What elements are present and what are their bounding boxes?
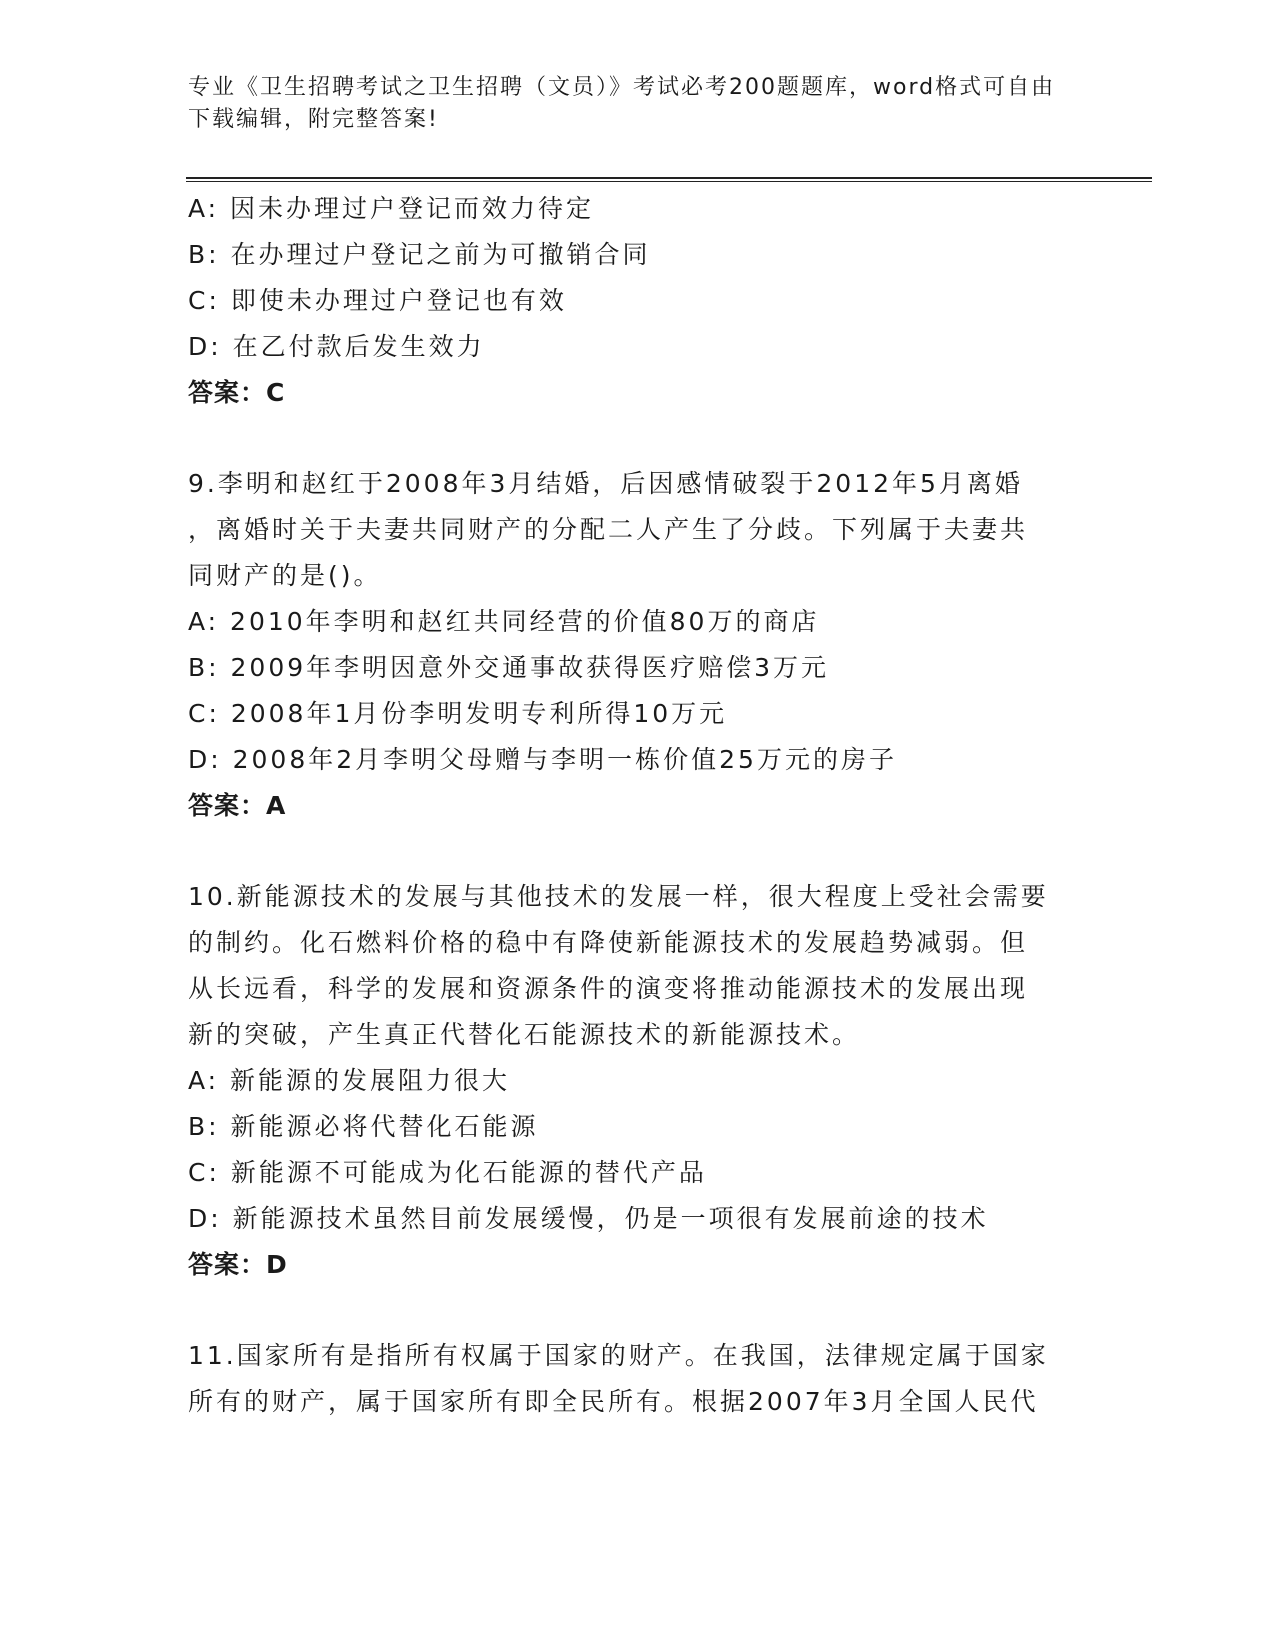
option-b: B: 2009年李明因意外交通事故获得医疗赔偿3万元: [188, 653, 830, 682]
question-10: [188, 874, 1088, 1288]
question-11: [188, 1333, 1088, 1425]
document-header: 专业《卫生招聘考试之卫生招聘（文员）》考试必考200题题库，word格式可自由下载编辑，附完整答案!: [188, 75, 1056, 132]
answer: 答案：D: [188, 1250, 288, 1279]
question-text-line: 新的突破，产生真正代替化石能源技术的新能源技术。: [188, 1020, 861, 1049]
question-9: [188, 461, 1088, 829]
option-c: C: 2008年1月份李明发明专利所得10万元: [188, 699, 728, 728]
option-a: A: 2010年李明和赵红共同经营的价值80万的商店: [188, 607, 820, 636]
question-text-line: 同财产的是()。: [188, 561, 382, 590]
option-b: B: 新能源必将代替化石能源: [188, 1112, 539, 1141]
option-d: D: 在乙付款后发生效力: [188, 332, 485, 361]
spacer: [188, 1288, 1088, 1333]
document-body: [188, 186, 1088, 1425]
question-text-line: 的制约。化石燃料价格的稳中有降使新能源技术的发展趋势减弱。但: [188, 928, 1029, 957]
question-text-line: 所有的财产，属于国家所有即全民所有。根据2007年3月全国人民代: [188, 1387, 1039, 1416]
spacer: [188, 829, 1088, 874]
answer: 答案：C: [188, 378, 286, 407]
option-a: A: 新能源的发展阻力很大: [188, 1066, 511, 1095]
header-divider: [186, 177, 1152, 182]
option-d: D: 2008年2月李明父母赠与李明一栋价值25万元的房子: [188, 745, 897, 774]
option-c: C: 即使未办理过户登记也有效: [188, 286, 567, 315]
question-text-line: 9.李明和赵红于2008年3月结婚，后因感情破裂于2012年5月离婚: [188, 469, 1023, 498]
question-text-line: 从长远看，科学的发展和资源条件的演变将推动能源技术的发展出现: [188, 974, 1029, 1003]
question-text-line: 10.新能源技术的发展与其他技术的发展一样，很大程度上受社会需要: [188, 882, 1049, 911]
option-b: B: 在办理过户登记之前为可撤销合同: [188, 240, 651, 269]
question-8: [188, 186, 1088, 416]
question-text-line: 11.国家所有是指所有权属于国家的财产。在我国，法律规定属于国家: [188, 1341, 1049, 1370]
option-a: A: 因未办理过户登记而效力待定: [188, 194, 595, 223]
spacer: [188, 416, 1088, 461]
option-d: D: 新能源技术虽然目前发展缓慢，仍是一项很有发展前途的技术: [188, 1204, 989, 1233]
question-text-line: ，离婚时关于夫妻共同财产的分配二人产生了分歧。下列属于夫妻共: [188, 515, 1029, 544]
answer: 答案：A: [188, 791, 287, 820]
option-c: C: 新能源不可能成为化石能源的替代产品: [188, 1158, 707, 1187]
